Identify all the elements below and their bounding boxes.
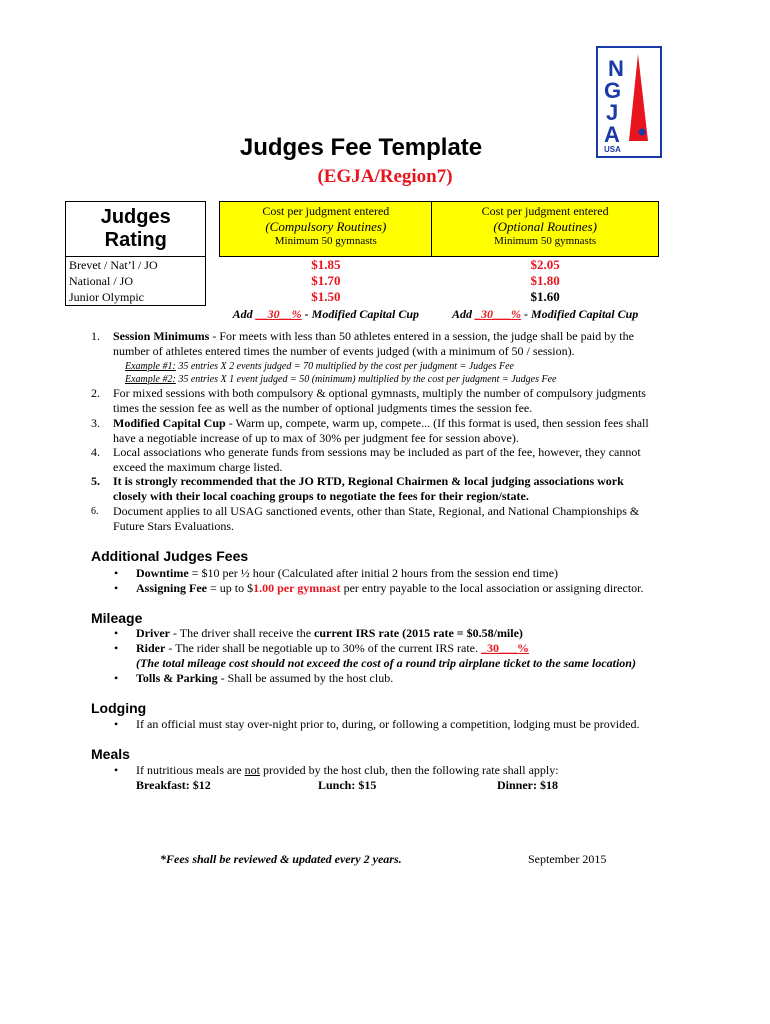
lodging-heading: Lodging [91,700,147,716]
svg-text:G: G [604,78,622,103]
svg-text:USA: USA [604,145,621,154]
svg-text:N: N [608,56,624,81]
rating-header: Judges Rating [66,202,206,257]
bullet: • [114,671,119,685]
bullet: • [114,717,119,731]
additional-fees-heading: Additional Judges Fees [91,548,249,564]
mileage-heading: Mileage [91,610,143,626]
list-item: Document applies to all USAG sanctioned events, other than State, Regional, and National Championships & Future Stars Evaluations. [113,504,640,533]
bullet: • [114,641,119,655]
assigning-fee-item: Assigning Fee = up to $1.00 per gymnast per entry payable to the local association or assigning director. [136,581,644,595]
cap-compulsory: Add __30__% - Modified Capital Cup [232,307,419,321]
svg-text:J: J [606,100,619,125]
rider-item: Rider - The rider shall be negotiable up to 30% of the current IRS rate. _30___% (The total mileage cost should not exceed the cost of a round trip airplane ticket to the same location) [136,641,636,670]
list-item: Modified Capital Cup - Warm up, compete, warm up, compete... (If this format is used, then session fees shall have a negotiable increase of up to max of 30% per judgment fee for session above). [113,416,649,445]
downtime-item: Downtime = $10 per ½ hour (Calculated after initial 2 hours from the session end time) [136,566,559,580]
list-item: It is strongly recommended that the JO RTD, Regional Chairmen & local judging associations work closely with their local coaching groups to negotiate the fees for their region/state. [113,474,624,503]
list-item: Local associations who generate funds from sessions may be included as part of the fee, however, they cannot exceed the maximum charge listed. [113,445,641,474]
table-row: Junior Olympic $1.50 $1.60 [66,289,659,306]
footer-date: September 2015 [528,852,607,866]
bullet: • [114,581,119,595]
driver-item: Driver - The driver shall receive the current IRS rate (2015 rate = $0.58/mile) [136,626,523,640]
example-1: Example #1: 35 entries X 2 events judged = 70 multiplied by the cost per judgment = Judges Fee [125,361,514,372]
dinner-rate: Dinner: $18 [497,778,558,792]
lunch-rate: Lunch: $15 [318,778,377,792]
cap-optional: Add _30___% - Modified Capital Cup [451,307,639,321]
bullet: • [114,566,119,580]
fee-table [65,201,659,324]
page-subtitle: (EGJA/Region7) [317,166,453,187]
list-item: Session Minimums - For meets with less than 50 athletes entered in a session, the judge shall be paid by the number of athletes entered times the number of events judged (with a minimum of 50 / session). [113,329,634,358]
svg-text:A: A [604,122,620,147]
optional-header: Cost per judgment entered (Optional Routines) Minimum 50 gymnasts [432,202,659,257]
table-row: National / JO $1.70 $1.80 [66,273,659,289]
bullet: • [114,763,119,777]
page-title: Judges Fee Template [239,134,483,161]
footer-note: *Fees shall be reviewed & updated every 2 years. [160,852,402,866]
tolls-item: Tolls & Parking - Shall be assumed by the host club. [136,671,394,685]
example-2: Example #2: 35 entries X 1 event judged = 50 (minimum) multiplied by the cost per judgment = Judges Fee [125,374,557,385]
list-item: For mixed sessions with both compulsory & optional gymnasts, multiply the number of compulsory judgments times the session fee as well as the number of optional judgments times the session fee. [113,386,646,415]
meals-heading: Meals [91,746,130,762]
table-row: Brevet / Nat’l / JO $1.85 $2.05 [66,257,659,274]
meals-item: If nutritious meals are not provided by the host club, then the following rate shall apply: [136,763,559,777]
breakfast-rate: Breakfast: $12 [136,778,211,792]
compulsory-header: Cost per judgment entered (Compulsory Routines) Minimum 50 gymnasts [220,202,432,257]
bullet: • [114,626,119,640]
lodging-item: If an official must stay over-night prior to, during, or following a competition, lodging must be provided. [136,717,640,731]
